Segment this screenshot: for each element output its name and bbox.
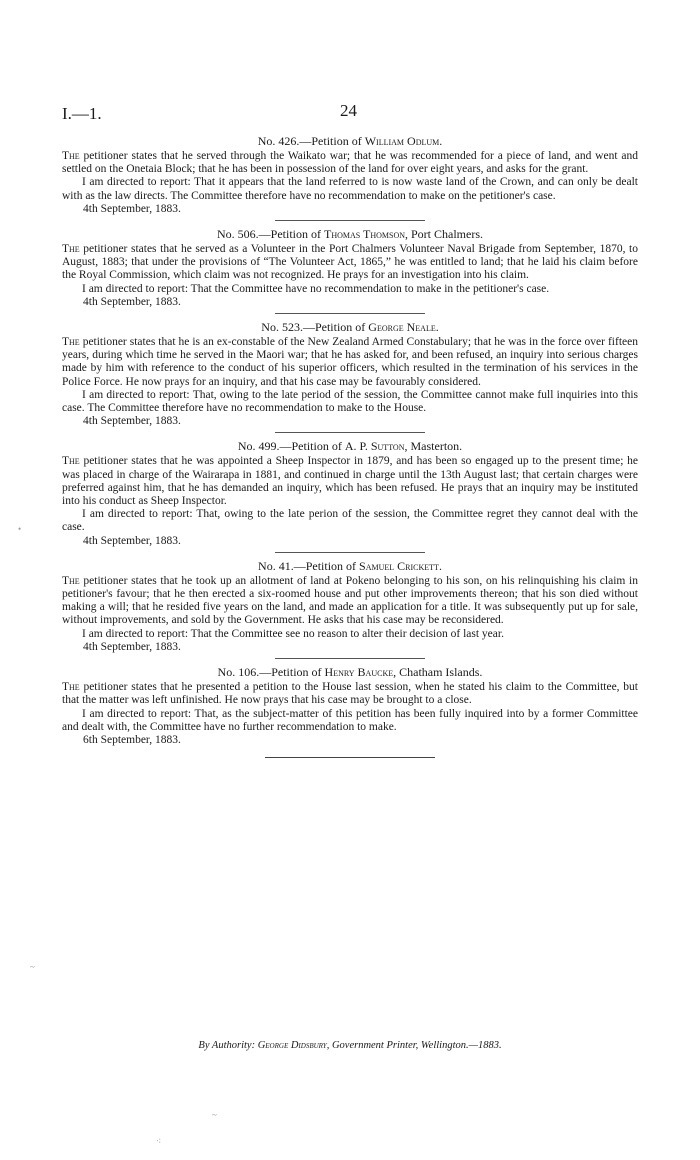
petition-41 (62, 559, 638, 659)
statement-lead: The (62, 243, 80, 256)
petition-106 (62, 665, 638, 758)
report-date: 4th September, 1883. (83, 202, 181, 215)
scan-speck: • (18, 524, 22, 534)
petition-statement (62, 336, 638, 389)
petition-body (62, 336, 638, 415)
section-divider (275, 658, 425, 659)
committee-report: I am directed to report: That it appears that the land referred to is now waste land of the Crown, and can only be dealt with as the law directs. The Committee therefore have no recommendation to make on the petitioner's case. (62, 176, 638, 202)
petition-title (62, 439, 638, 453)
report-date: 4th September, 1883. (83, 295, 181, 308)
petition-statement (62, 243, 638, 283)
petitions-list (62, 134, 638, 758)
petition-title (62, 320, 638, 334)
petition-title (62, 134, 638, 148)
imprint-prefix: By Authority: (198, 1040, 258, 1051)
statement-lead: The (62, 336, 80, 349)
statement-lead: The (62, 574, 80, 587)
petition-number: No. 506.—Petition of (216, 227, 324, 242)
petition-number: No. 106.—Petition of (217, 665, 325, 680)
statement-text: petitioner states that he is an ex-constable of the New Zealand Armed Constabulary; that he was in the force over fifteen years, during which time he served in the Maori war; that he has asked for, and been refused, an inquiry into serious charges made by him with reference to the conduct of his superior officers, which resulted in the termination of his services in the Police Force. He now prays for an inquiry, and that his case may be favourably considered. (62, 336, 638, 388)
petition-title-suffix: . (439, 134, 443, 148)
petition-title-suffix: . (435, 320, 439, 335)
statement-text: petitioner states that he took up an allotment of land at Pokeno belonging to his son, on his relinquishing his claim in petitioner's favour; that he then erected a six-roomed house and put other improvements thereon; that his son died without making a will; that he resided five years on the land, and made an application for a title. It was subsequently put up for sale, without improvements, and sold by the Government. He asks that his case may be reconsidered. (62, 574, 638, 627)
report-date: 4th September, 1883. (83, 415, 181, 428)
report-date: 4th September, 1883. (83, 640, 181, 653)
petition-title-suffix: , Masterton. (404, 439, 463, 454)
statement-text: petitioner states that he served as a Volunteer in the Port Chalmers Volunteer Naval Brigade from September, 1870, to August, 1883; that under the provisions of “The Volunteer Act, 1865,” he was entitled to land; that he laid his claim before the Royal Commission, which claim was not recognized. He prays for an investigation into his claim. (62, 243, 638, 282)
scan-speck: ~ (30, 962, 35, 972)
report-date: 4th September, 1883. (83, 534, 181, 547)
petition-statement (62, 150, 638, 176)
section-divider (275, 432, 425, 433)
committee-report: I am directed to report: That the Committee see no reason to alter their decision of last year. (82, 627, 504, 640)
committee-report: I am directed to report: That, as the subject-matter of this petition has been fully inquired into by a former Committee and dealt with, the Committee have no further recommendation to make. (62, 707, 638, 733)
statement-lead: The (62, 150, 80, 162)
printer-imprint (0, 1040, 700, 1051)
petition-number: No. 41.—Petition of (258, 558, 360, 573)
petitioner-name: William Odlum (364, 134, 440, 148)
petition-number: No. 426.—Petition of (257, 134, 365, 148)
petitioner-name: Thomas Thomson (323, 227, 405, 242)
petition-number: No. 523.—Petition of (261, 320, 369, 335)
petition-statement (62, 455, 638, 508)
petition-title-suffix: , Chatham Islands. (393, 665, 483, 680)
page-number: 24 (340, 101, 357, 120)
petition-title (62, 665, 638, 679)
imprint-suffix: , Government Printer, Wellington.—1883. (326, 1040, 502, 1051)
statement-text: petitioner states that he was appointed a Sheep Inspector in 1879, and has been so engaged up to the present time; he was placed in charge of the Wairarapa in 1881, and continued in charge until the 13th August last; that certain charges were preferred against him, that he has demanded an inquiry, which has been refused. He prays that an inquiry may be instituted into his conduct as Sheep Inspector. (62, 455, 638, 508)
petitioner-name: George Neale (368, 320, 436, 335)
statement-lead: The (62, 681, 80, 694)
petition-body (62, 455, 638, 534)
petition-499 (62, 439, 638, 552)
petition-title (62, 559, 638, 573)
scan-speck: ⁖ (156, 1136, 162, 1146)
petition-426 (62, 134, 638, 221)
section-divider (275, 313, 425, 314)
committee-report: I am directed to report: That the Committee have no recommendation to make in the petitioner's case. (82, 282, 550, 295)
petitioner-name: Henry Baucke (324, 665, 394, 680)
document-reference: I.—1. (62, 104, 102, 123)
statement-lead: The (62, 455, 80, 468)
report-date: 6th September, 1883. (83, 733, 181, 746)
printer-name: George Didsbury (257, 1040, 327, 1051)
petition-506 (62, 227, 638, 314)
committee-report: I am directed to report: That, owing to the late period of the session, the Committee cannot make full inquiries into this case. The Committee therefore have no recommendation to make to the House. (62, 388, 638, 415)
petition-body (62, 575, 638, 641)
petition-title-suffix: . (438, 558, 442, 573)
petition-title-suffix: , Port Chalmers. (405, 227, 483, 242)
petition-523 (62, 320, 638, 433)
petitioner-name: A. P. Sutton (344, 439, 405, 454)
petitioner-name: Samuel Crickett (359, 558, 439, 573)
statement-text: petitioner states that he served through the Waikato war; that he was recommended for a piece of land, and went and settled on the Onetaia Block; that he has been in possession of the land for over eight years, and asks for the grant. (62, 150, 638, 176)
section-divider (275, 220, 425, 221)
petition-number: No. 499.—Petition of (237, 439, 345, 454)
petition-title (62, 227, 638, 241)
petition-statement (62, 575, 638, 628)
committee-report: I am directed to report: That, owing to the late perion of the session, the Committee regret they cannot deal with the case. (62, 508, 638, 534)
petition-body (62, 243, 638, 296)
section-divider (275, 552, 425, 553)
statement-text: petitioner states that he presented a petition to the House last session, when he stated his claim to the Committee, but that the matter was left unfinished. He now prays that his case may be brought to a close. (62, 681, 638, 707)
petition-body (62, 681, 638, 734)
petition-body (62, 150, 638, 203)
petition-statement (62, 681, 638, 707)
scan-speck: ~ (212, 1110, 217, 1120)
footer-divider (265, 757, 435, 758)
